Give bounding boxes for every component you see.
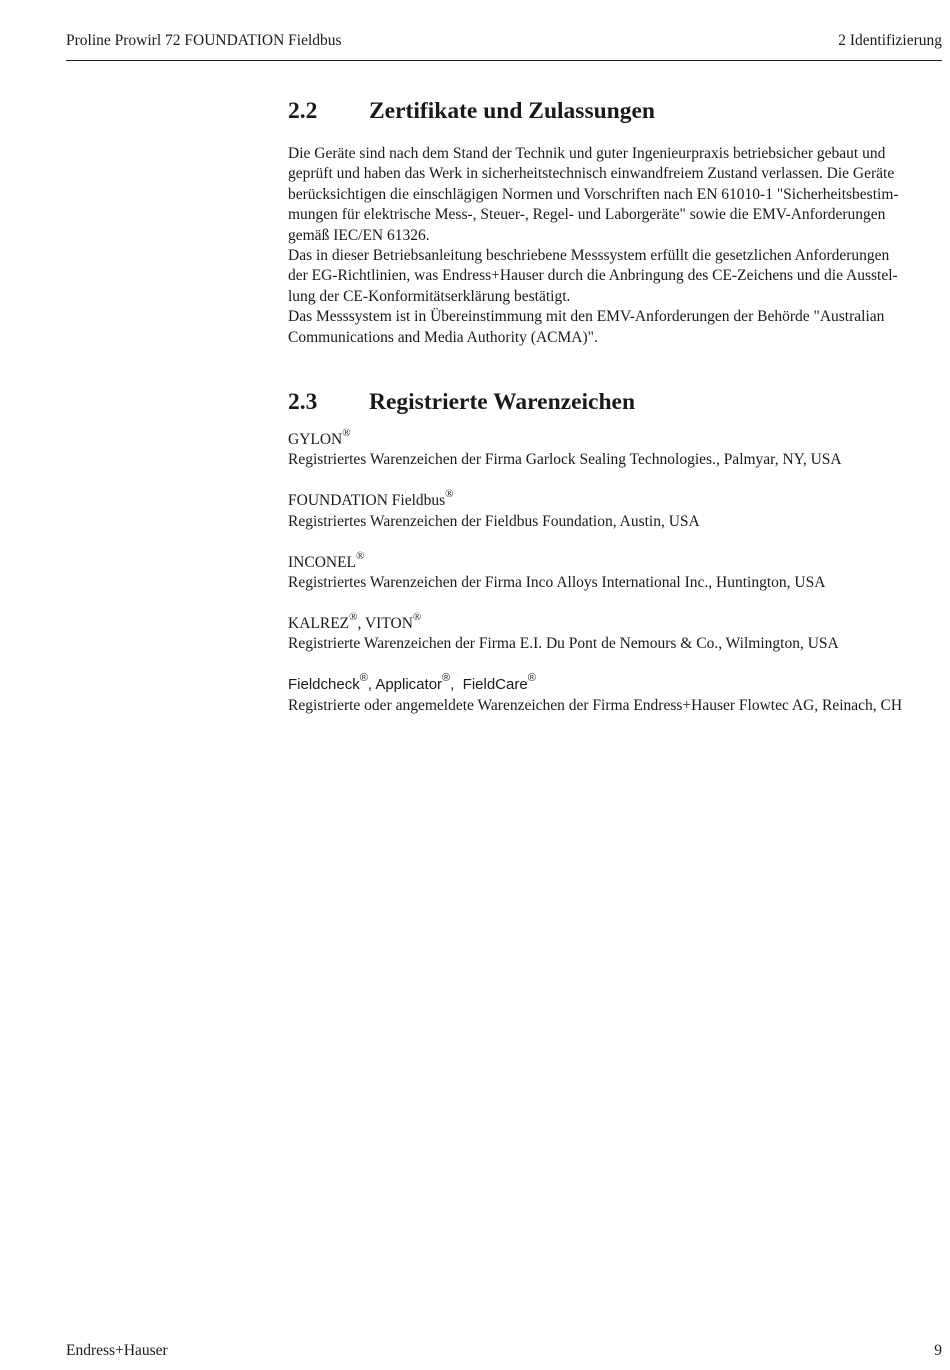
body-line: Die Geräte sind nach dem Stand der Technik und guter Ingenieurpraxis betriebsicher gebaut und [288,145,886,162]
section-title: Registrierte Warenzeichen [369,389,636,416]
footer-company: Endress+Hauser [66,1342,168,1359]
page-header [66,32,942,54]
certificates-body [288,144,943,348]
registered-mark: ® [445,488,454,501]
registered-mark: ® [412,610,422,623]
registered-mark: ® [349,610,358,623]
section-number: 2.3 [288,389,318,416]
trademark-item [288,672,943,716]
trademark-item [288,549,943,594]
registered-mark: ® [359,672,368,685]
trademark-name: KALREZ®, VITON® [288,610,422,632]
registered-mark: ® [356,549,365,562]
trademark-name: FOUNDATION Fieldbus® [288,488,454,510]
body-line: gemäß IEC/EN 61326. [288,226,430,244]
body-line: der EG-Richtlinien, was Endress+Hauser durch die Anbringung des CE-Zeichens und die Ausstel- [288,267,898,285]
page-content [288,96,943,737]
body-line: lung der CE-Konformitätserklärung bestätigt. [288,287,571,305]
body-line: Das in dieser Betriebsanleitung beschriebene Messsystem erfüllt die gesetzlichen Anforderungen [288,247,890,265]
body-line: berücksichtigen die einschlägigen Normen und Vorschriften nach EN 61010-1 "Sicherheitsbestim- [288,185,899,203]
section-title: Zertifikate und Zulassungen [369,98,655,124]
registered-mark: ® [342,426,351,439]
trademark-item [288,610,943,655]
trademark-item [288,488,943,532]
body-line: Das Messsystem ist in Übereinstimmung mit den EMV-Anforderungen der Behörde "Australian [288,308,885,326]
trademark-item [288,426,943,471]
section-number: 2.2 [288,98,318,124]
trademark-description: Registrierte Warenzeichen der Firma E.I. Du Pont de Nemours & Co., Wilmington, USA [288,635,839,653]
body-line: geprüft und haben das Werk in sicherheitstechnisch einwandfreiem Zustand verlassen. Die Geräte [288,165,895,183]
header-document-title: Proline Prowirl 72 FOUNDATION Fieldbus [66,32,342,49]
trademark-description: Registriertes Warenzeichen der Firma Inco Alloys International Inc., Huntington, USA [288,574,826,592]
section-heading-certificates [288,96,943,126]
trademark-list [288,426,943,716]
registered-mark: ® [527,672,536,685]
trademark-name: GYLON® [288,426,351,449]
trademark-description: Registriertes Warenzeichen der Fieldbus Foundation, Austin, USA [288,512,700,530]
trademark-description: Registrierte oder angemeldete Warenzeichen der Firma Endress+Hauser Flowtec AG, Reinach, CH [288,696,903,714]
trademark-name: INCONEL® [288,549,365,571]
body-line: Communications and Media Authority (ACMA)". [288,328,598,346]
registered-mark: ® [442,672,451,685]
body-line: mungen für elektrische Mess-, Steuer-, Regel- und Laborgeräte" sowie die EMV-Anforderungen [288,206,886,224]
header-chapter: 2 Identifizierung [838,32,942,49]
section-heading-trademarks [288,387,943,417]
page-number: 9 [934,1342,942,1359]
header-rule [66,60,942,61]
trademark-description: Registriertes Warenzeichen der Firma Garlock Sealing Technologies., Palmyar, NY, USA [288,451,842,469]
page-footer [66,1342,942,1364]
trademark-name: Fieldcheck®, Applicator®, FieldCare® [288,672,536,694]
